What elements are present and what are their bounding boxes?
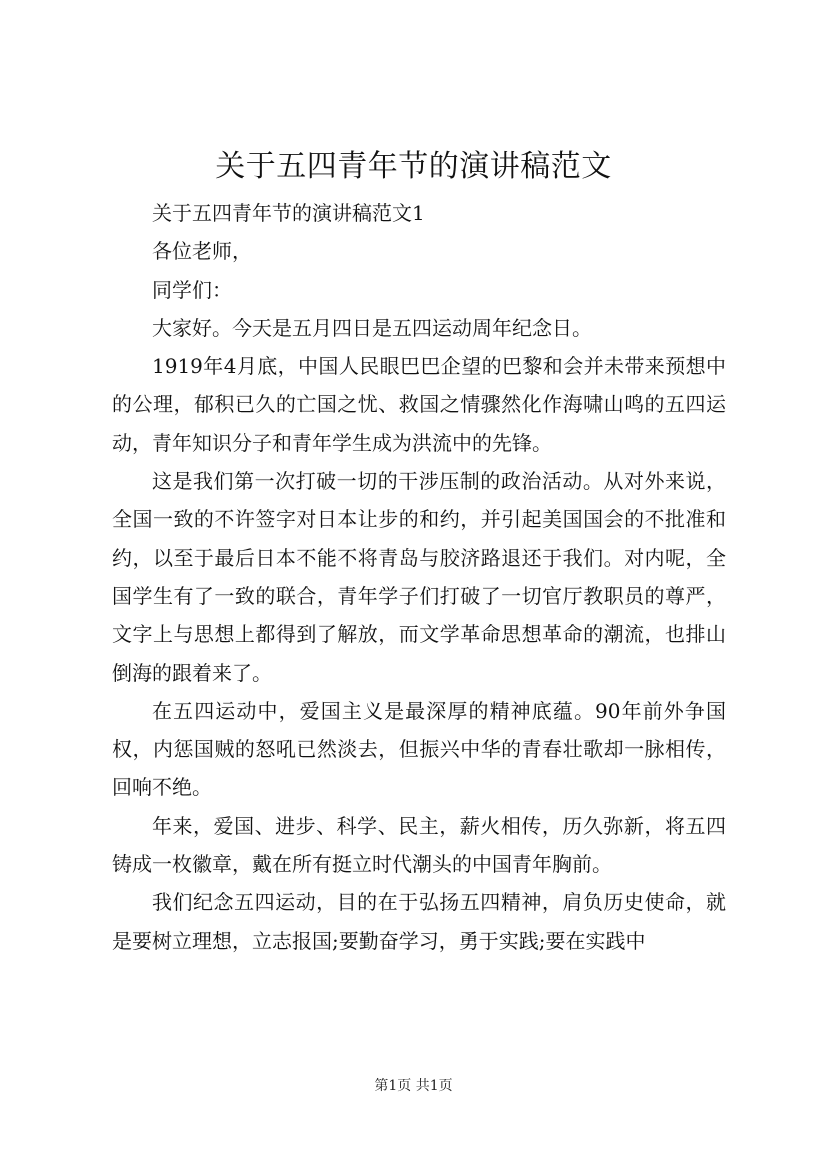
paragraph-significance: 这是我们第一次打破一切的干涉压制的政治活动。从对外来说，全国一致的不许签字对日本让步的和约，并引起美国国会的不批准和约，以至于最后日本不能不将青岛与胶济路退还于我们。对内呢，全国学生有了一致的联合，青年学子们打破了一切官厅教职员的尊严，文字上与思想上都得到了解放，而文学革命思想革命的潮流，也排山倒海的跟着来了。	[112, 469, 726, 685]
paragraph-spirit: 年来，爱国、进步、科学、民主，薪火相传，历久弥新，将五四铸成一枚徽章，戴在所有挺立时代潮头的中国青年胸前。	[112, 813, 726, 877]
page-footer: 第1页 共1页	[374, 1078, 453, 1094]
paragraph-salutation-students: 同学们：	[152, 277, 232, 302]
paragraph-patriotism: 在五四运动中，爱国主义是最深厚的精神底蕴。90年前外争国权，内惩国贼的怒吼已然淡去，但振兴中华的青春壮歌却一脉相传，回响不绝。	[112, 698, 726, 800]
paragraph-mission: 我们纪念五四运动，目的在于弘扬五四精神，肩负历史使命，就是要树立理想，立志报国;要勤奋学习，勇于实践;要在实践中	[112, 890, 726, 953]
paragraph-salutation-teachers: 各位老师，	[152, 239, 252, 264]
document-body	[112, 194, 726, 960]
paragraph-history: 1919年4月底，中国人民眼巴巴企望的巴黎和会并未带来预想中的公理，郁积已久的亡国之忧、救国之情骤然化作海啸山鸣的五四运动，青年知识分子和青年学生成为洪流中的先锋。	[112, 354, 726, 455]
paragraph-greeting: 大家好。今天是五月四日是五四运动周年纪念日。	[152, 315, 592, 340]
paragraph-heading: 关于五四青年节的演讲稿范文1	[152, 201, 425, 225]
document-title: 关于五四青年节的演讲稿范文	[215, 149, 612, 184]
